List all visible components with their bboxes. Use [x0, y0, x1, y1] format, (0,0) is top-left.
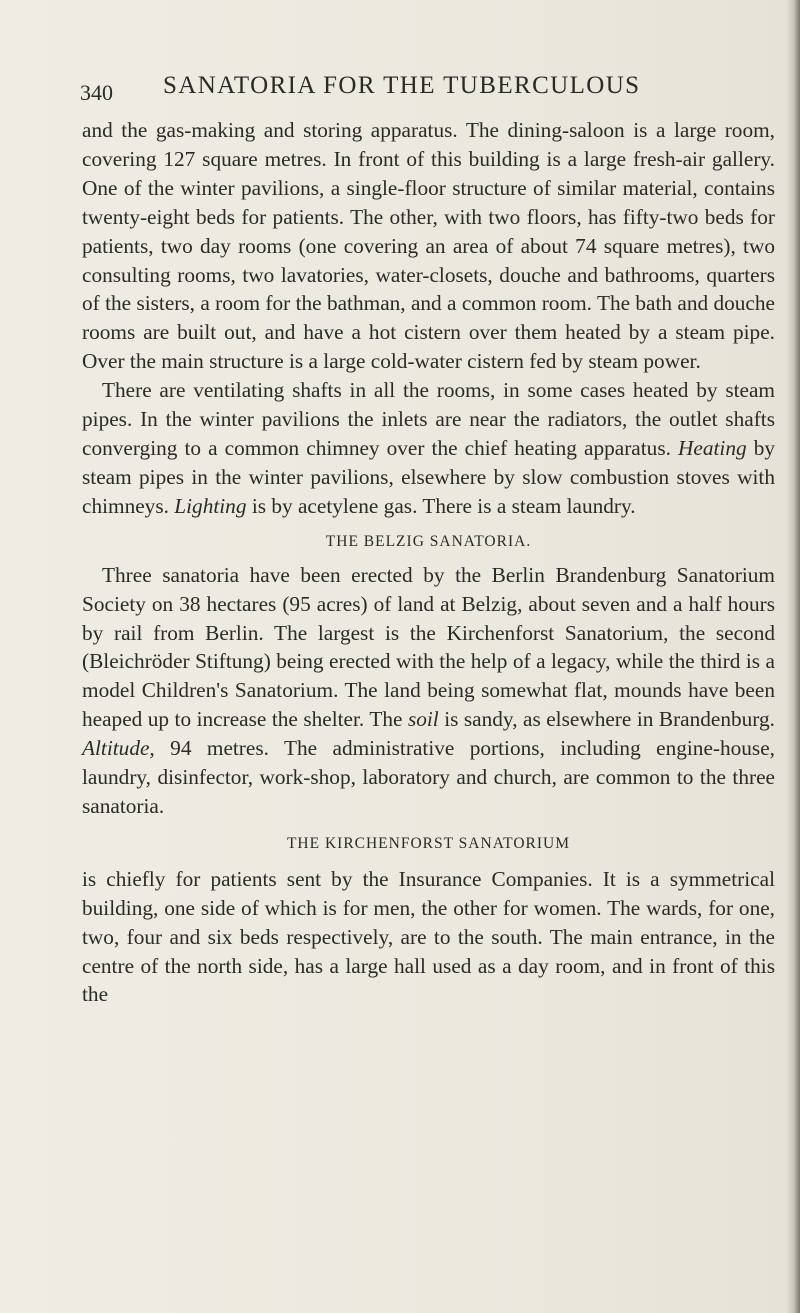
lighting-italic: Lighting	[174, 493, 247, 518]
page-edge-shadow	[786, 0, 800, 1313]
paragraph-2	[82, 376, 775, 521]
paragraph-4: is chiefly for patients sent by the Insurance Companies. It is a symmetrical building, one side of which is for men, the other for women. The wards, for one, two, four and six beds respectively, are to the south. The main entrance, in the centre of the north side, has a large hall used as a day room, and in front of this the	[82, 866, 775, 1007]
section-heading-kirchenforst: THE KIRCHENFORST SANATORIUM	[286, 834, 571, 852]
running-head: SANATORIA FOR THE TUBERCULOUS	[163, 72, 641, 99]
soil-italic: soil	[407, 707, 439, 732]
heating-italic: Heating	[678, 435, 747, 460]
section-heading-belzig: THE BELZIG SANATORIA.	[325, 532, 532, 550]
paragraph-3-text-b: is sandy, as elsewhere in Brandenburg.	[444, 707, 775, 732]
page-number: 340	[80, 80, 113, 105]
paragraph-3-text-a: Three sanatoria have been erected by the Berlin Brandenburg Sanatorium Society on 38 hectares (95 acres) of land at Belzig, about seven and a half hours by rail from Berlin. The largest is the Kirchenforst Sanatorium, the second (Bleichröder Stiftung) being erected with the help of a legacy, while the third is a model Children's Sanatorium. The land being somewhat flat, mounds have been heaped up to increase the shelter. The	[82, 562, 775, 732]
altitude-italic: Altitude,	[82, 736, 155, 761]
paragraph-2-text-b: by steam pipes in the winter pavilions, elsewhere by slow combustion stoves with chimneys.	[82, 435, 776, 518]
paragraph-1: and the gas-making and storing apparatus. The dining-saloon is a large room, covering 127 square metres. In front of this building is a large fresh-air gallery. One of the winter pavilions, a single-floor structure of similar material, contains twenty-eight beds for patients. The other, with two floors, has fifty-two beds for patients, two day rooms (one covering an area of about 74 square metres), two consulting rooms, two lavatories, water-closets, douche and bathrooms, quarters of the sisters, a room for the bathman, and a common room. The bath and douche rooms are built out, and have a hot cistern over them heated by a steam pipe. Over the main structure is a large cold-water cistern fed by steam power.	[82, 118, 775, 374]
paragraph-2-text-c: is by acetylene gas. There is a steam laundry.	[251, 493, 636, 518]
paragraph-2-text-a: There are ventilating shafts in all the rooms, in some cases heated by steam pipes. In the winter pavilions the inlets are near the radiators, the outlet shafts converging to a common chimney over the chief heating apparatus.	[82, 378, 775, 460]
body-text	[82, 116, 775, 1009]
paragraph-3-text-c: 94 metres. The administrative portions, including engine-house, laundry, disinfector, work-shop, laboratory and church, are common to the three sanatoria.	[82, 736, 775, 818]
paragraph-3	[82, 561, 775, 821]
page-header	[80, 68, 780, 108]
